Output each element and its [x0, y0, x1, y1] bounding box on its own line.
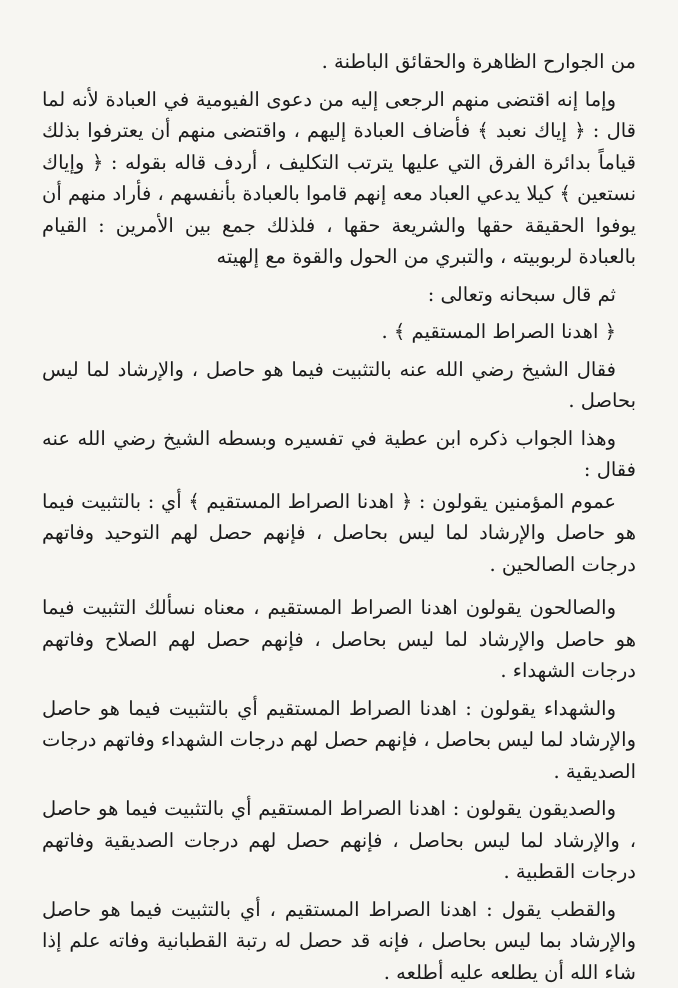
- paragraph-4: فقال الشيخ رضي الله عنه بالتثبيت فيما هو حاصل ، والإرشاد لما ليس بحاصل .: [42, 354, 636, 417]
- paragraph-9: والصديقون يقولون : اهدنا الصراط المستقيم أي بالتثبيت فيما هو حاصل ، والإرشاد لما ليس بحاصل ، فإنهم حصل لهم درجات الصديقية وفاتهم درجات القطبية .: [42, 793, 636, 888]
- paragraph-8: والشهداء يقولون : اهدنا الصراط المستقيم أي بالتثبيت فيما هو حاصل والإرشاد لما ليس بحاصل ، فإنهم حصل لهم درجات الشهداء وفاتهم درجات الصديقية .: [42, 693, 636, 788]
- paragraph-10: والقطب يقول : اهدنا الصراط المستقيم ، أي بالتثبيت فيما هو حاصل والإرشاد بما ليس بحاصل ، فإنه قد حصل له رتبة القطبانية وفاته علم إذا شاء الله أن يطلعه عليه أطلعه .: [42, 894, 636, 988]
- paragraph-7: والصالحون يقولون اهدنا الصراط المستقيم ، معناه نسألك التثبيت فيما هو حاصل والإرشاد لما ليس بحاصل ، فإنهم حصل لهم الصلاح وفاتهم درجات الشهداء .: [42, 592, 636, 687]
- paragraph-6: عموم المؤمنين يقولون : ﴿ اهدنا الصراط المستقيم ﴾ أي : بالتثبيت فيما هو حاصل والإرشاد لما ليس بحاصل ، فإنهم حصل لهم التوحيد وفاتهم درجات الصالحين .: [42, 486, 636, 581]
- paragraph-3: ثم قال سبحانه وتعالى :: [42, 279, 636, 311]
- paragraph-2: وإما إنه اقتضى منهم الرجعى إليه من دعوى الفيومية في العبادة لأنه لما قال : ﴿ إياك نعبد ﴾ فأضاف العبادة إليهم ، واقتضى منهم أن يعترفوا بذلك قياماً بدائرة الفرق التي عليها يترتب التكليف ، أردف قاله بقوله : ﴿ وإياك نستعين ﴾ كيلا يدعي العباد معه إنهم قاموا بالعبادة بأنفسهم ، فأراد منهم أن يوفوا الحقيقة حقها والشريعة حقها ، فلذلك جمع بين الأمرين : القيام بالعبادة لربوبيته ، والتبري من الحول والقوة مع إلهيته: [42, 84, 636, 273]
- paragraph-5: وهذا الجواب ذكره ابن عطية في تفسيره وبسطه الشيخ رضي الله عنه فقال :: [42, 423, 636, 486]
- paragraph-1: من الجوارح الظاهرة والحقائق الباطنة .: [42, 46, 636, 78]
- verse-line: ﴿ اهدنا الصراط المستقيم ﴾ .: [42, 316, 636, 348]
- body-text: [42, 46, 636, 988]
